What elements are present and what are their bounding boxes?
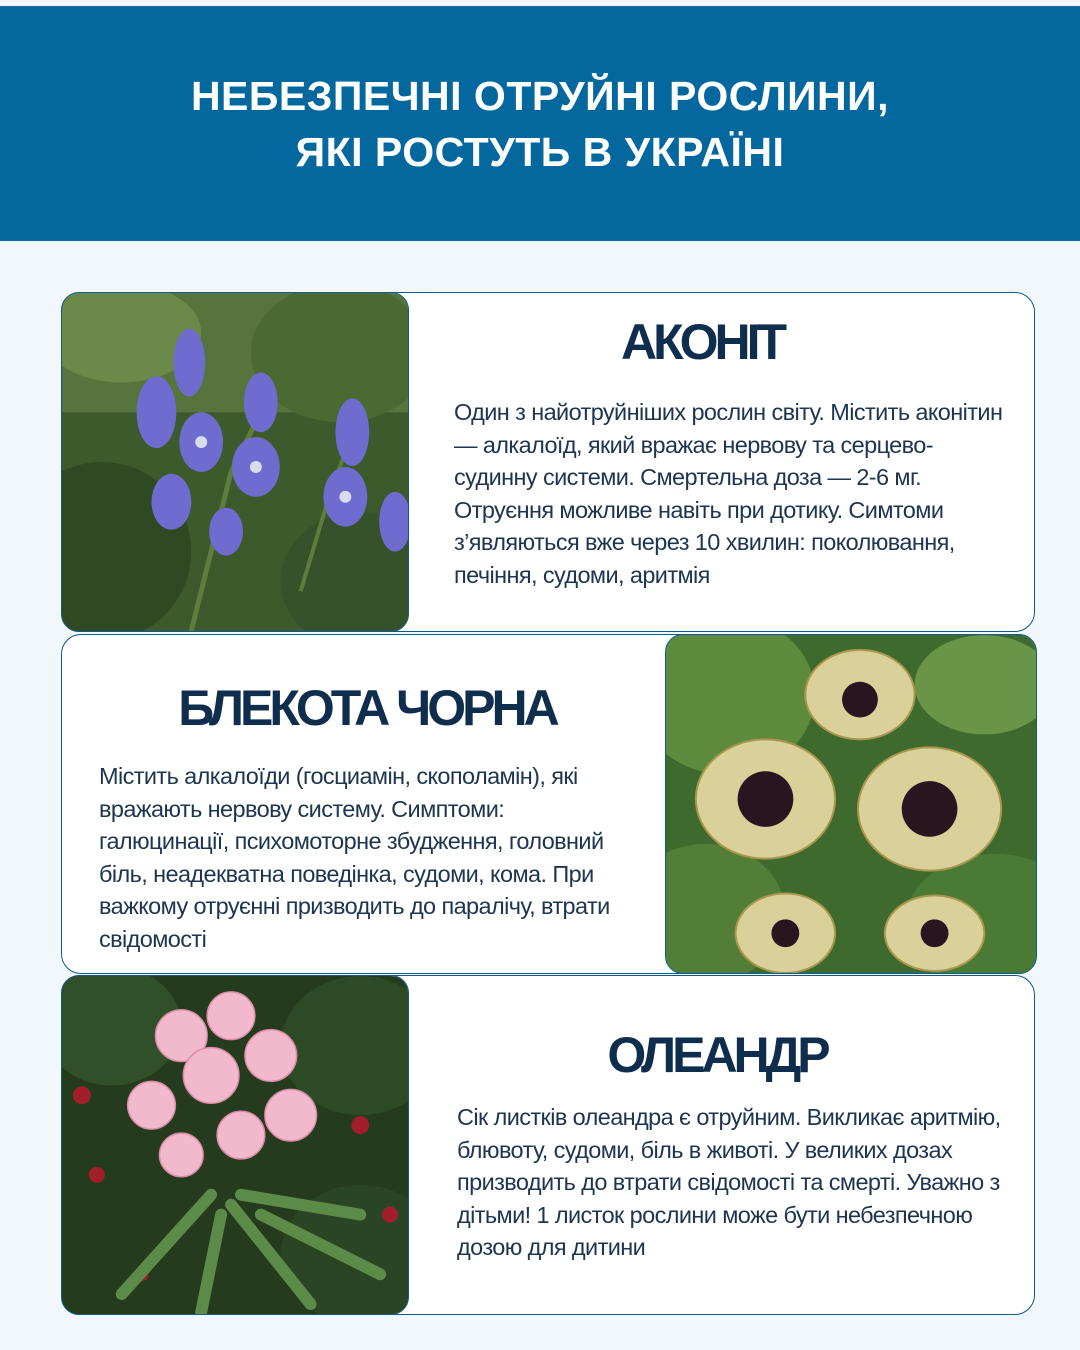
plant-description: Містить алкалоїди (госциамін, скополамін), які вражають нервову систему. Симптоми: галюцинації, психомоторне збудження, головний біль, неадекватна поведінка, судоми, кома. При важкому отруєнні призводить до паралічу, втрати свідомості: [99, 763, 610, 952]
page-title-line-2: ЯКІ РОСТУТЬ В УКРАЇНІ: [295, 128, 785, 175]
plant-card-oleander: [61, 975, 1035, 1315]
plant-name: АКОНІТ: [620, 314, 784, 370]
plant-card-aconite: [61, 292, 1035, 632]
plant-name: БЛЕКОТА ЧОРНА: [178, 680, 556, 736]
plant-card-henbane: [61, 634, 1035, 974]
page-title-line-1: НЕБЕЗПЕЧНІ ОТРУЙНІ РОСЛИНИ,: [190, 72, 890, 119]
aconite-photo: [61, 292, 409, 632]
plant-description: Сік листків олеандра є отруйним. Викликає аритмію, блювоту, судоми, біль в животі. У великих дозах призводить до втрати свідомості та смерті. Уважно з дітьми! 1 листок рослини може бути небезпечною дозою для дитини: [457, 1104, 1001, 1261]
page-header: [0, 0, 1080, 241]
henbane-photo: [665, 634, 1037, 974]
plant-name: ОЛЕАНДР: [607, 1027, 827, 1083]
oleander-photo: [61, 975, 409, 1315]
plant-description: Один з найотруйніших рослин світу. Містить аконітин — алкалоїд, який вражає нервову та серцево-судинну системи. Смертельна доза — 2-6 мг. Отруєння можливе навіть при дотику. Симтоми з’являються вже через 10 хвилин: поколювання, печіння, судоми, аритмія: [454, 399, 1003, 588]
page-title: [191, 68, 889, 180]
